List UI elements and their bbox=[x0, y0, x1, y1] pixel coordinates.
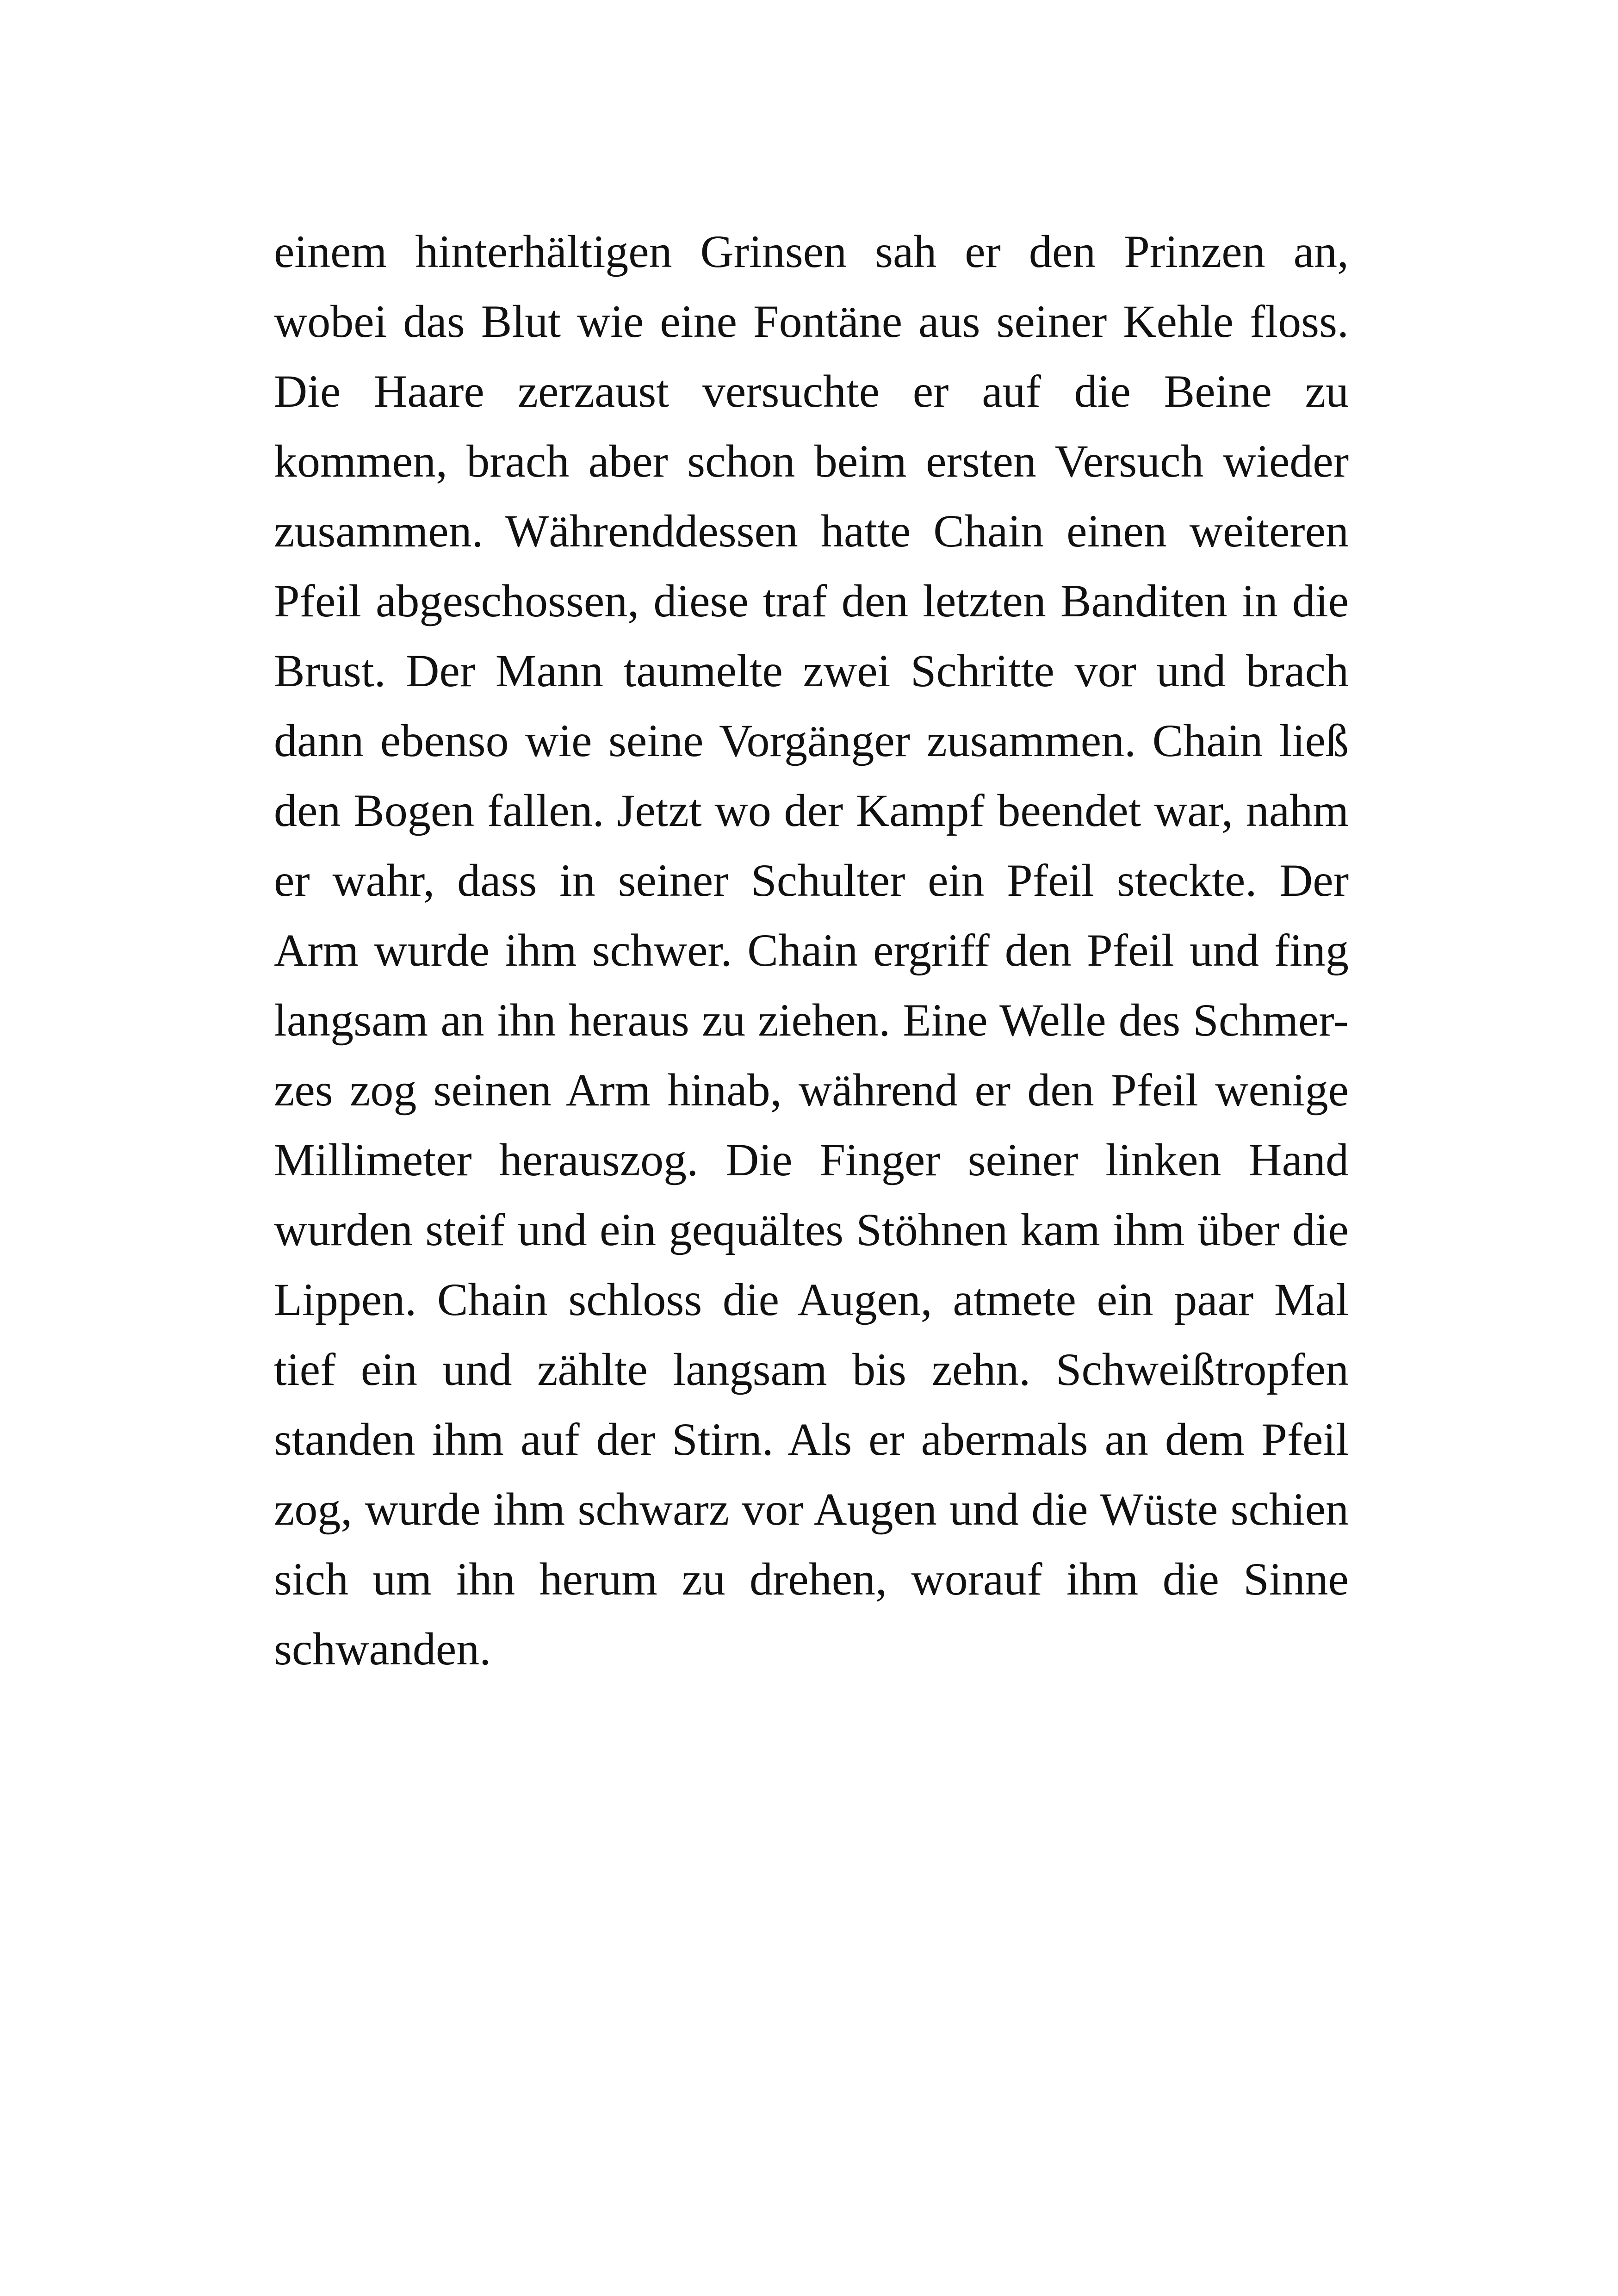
text-line: Millimeter herauszog. Die Finger seiner linken Hand bbox=[274, 1134, 1349, 1185]
body-text bbox=[274, 217, 1349, 1684]
text-line: wurden steif und ein gequältes Stöhnen kam ihm über die bbox=[274, 1204, 1349, 1255]
text-line: Lippen. Chain schloss die Augen, atmete ein paar Mal bbox=[274, 1274, 1349, 1325]
text-line: er wahr, dass in seiner Schulter ein Pfeil steckte. Der bbox=[274, 855, 1349, 906]
text-line: zog, wurde ihm schwarz vor Augen und die Wüste schien bbox=[274, 1483, 1349, 1535]
text-line: tief ein und zählte langsam bis zehn. Schweißtropfen bbox=[274, 1344, 1349, 1395]
text-line: den Bogen fallen. Jetzt wo der Kampf beendet war, nahm bbox=[274, 785, 1349, 836]
text-line: zusammen. Währenddessen hatte Chain einen weiteren bbox=[274, 505, 1349, 557]
text-line: Die Haare zerzaust versuchte er auf die Beine zu bbox=[274, 366, 1349, 417]
text-line: Brust. Der Mann taumelte zwei Schritte vor und brach bbox=[274, 645, 1349, 696]
text-line: wobei das Blut wie eine Fontäne aus seiner Kehle floss. bbox=[274, 296, 1349, 347]
text-line: schwanden. bbox=[274, 1623, 491, 1675]
text-line: kommen, brach aber schon beim ersten Versuch wieder bbox=[274, 435, 1349, 487]
text-line: dann ebenso wie seine Vorgänger zusammen. Chain ließ bbox=[274, 715, 1349, 766]
text-line: Arm wurde ihm schwer. Chain ergriff den Pfeil und fing bbox=[274, 925, 1349, 976]
text-line: zes zog seinen Arm hinab, während er den Pfeil wenige bbox=[274, 1064, 1349, 1116]
text-line: sich um ihn herum zu drehen, worauf ihm die Sinne bbox=[274, 1553, 1349, 1605]
text-line: standen ihm auf der Stirn. Als er abermals an dem Pfeil bbox=[274, 1414, 1349, 1465]
text-line: Pfeil abgeschossen, diese traf den letzten Banditen in die bbox=[274, 575, 1349, 627]
text-line: langsam an ihn heraus zu ziehen. Eine Welle des Schmer- bbox=[274, 994, 1349, 1046]
text-line: einem hinterhältigen Grinsen sah er den Prinzen an, bbox=[274, 226, 1349, 277]
